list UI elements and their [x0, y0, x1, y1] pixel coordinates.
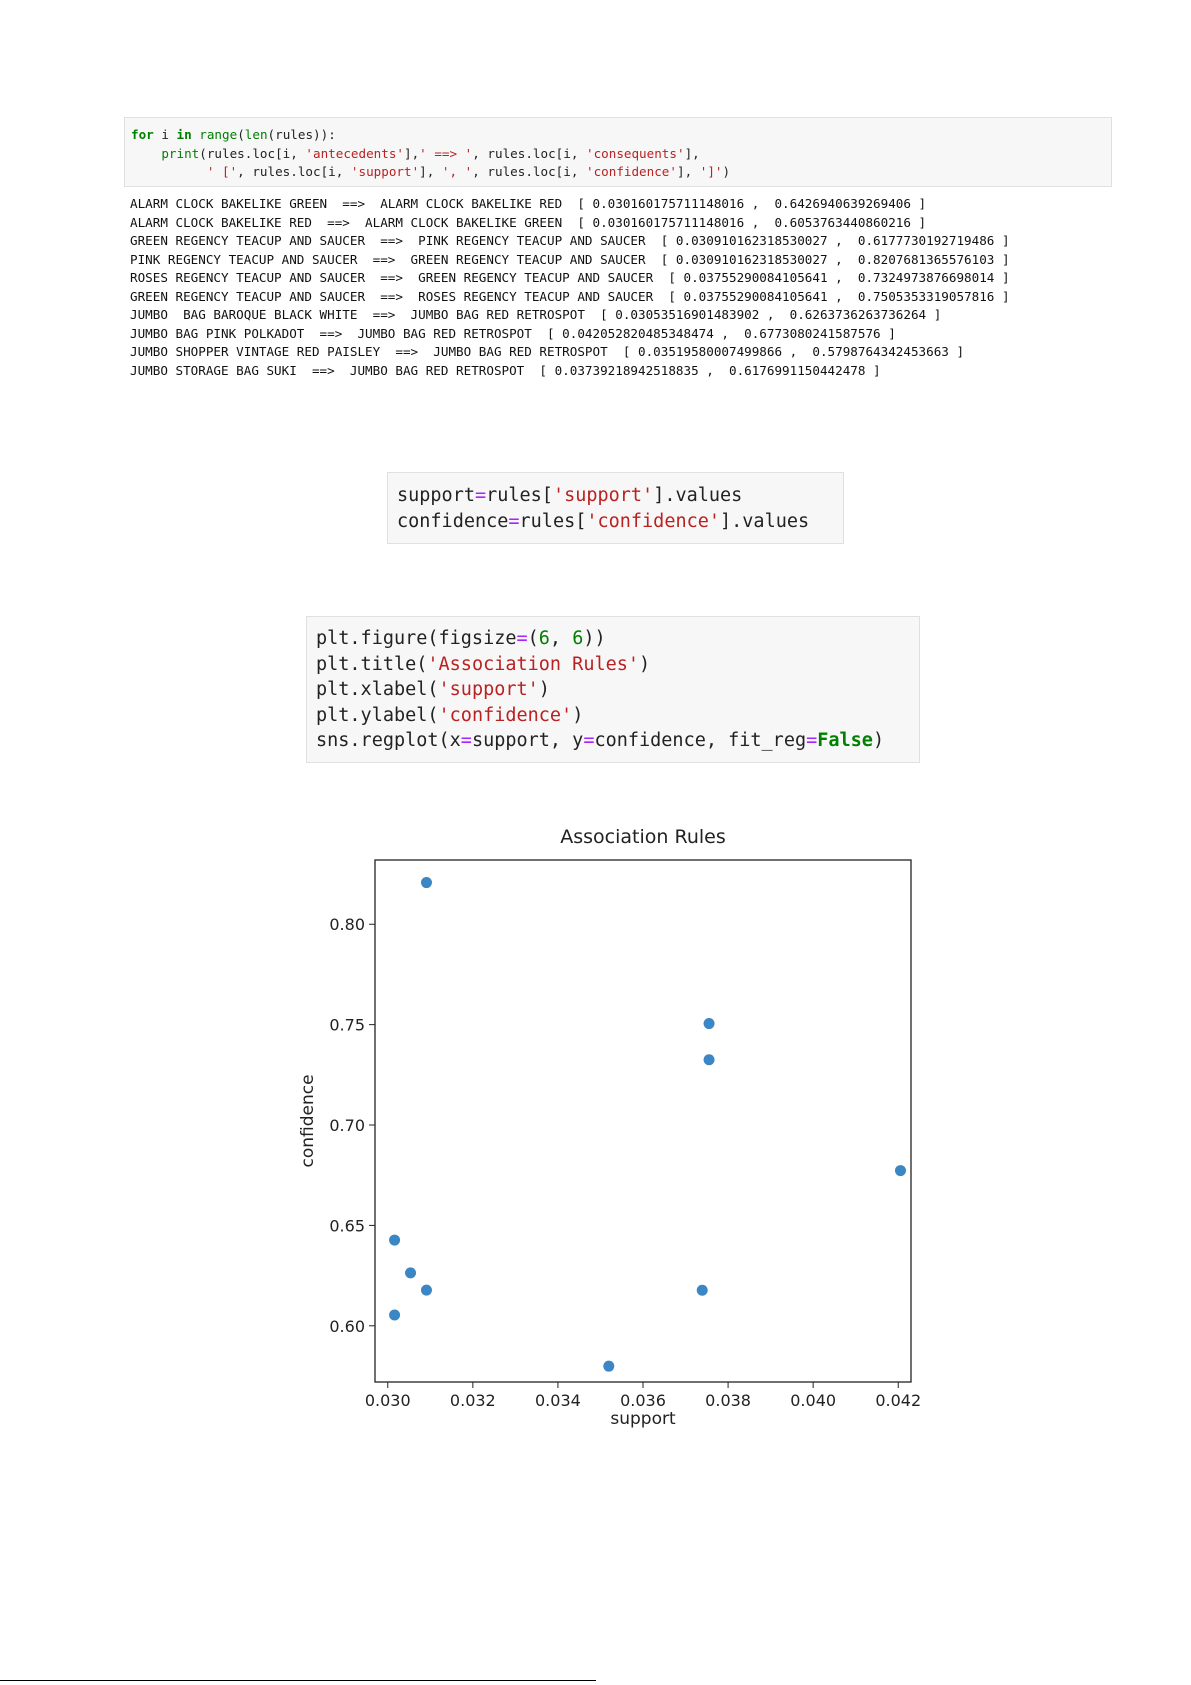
- code-token: 'support': [438, 679, 539, 700]
- code-token: (rules)):: [267, 127, 336, 142]
- code-token: 'support': [350, 164, 420, 179]
- code-token: print: [161, 145, 200, 161]
- y-axis: [329, 915, 375, 1336]
- code-token: in: [176, 127, 192, 142]
- output-line: JUMBO BAG PINK POLKADOT ==> JUMBO BAG RED RETROSPOT [ 0.042052820485348474 , 0.6773080241587576 ]: [130, 325, 896, 341]
- code-token: (rules.loc[i,: [199, 145, 306, 161]
- code-token: plt.ylabel(: [316, 704, 439, 726]
- code-token: , rules.loc[i,: [472, 145, 586, 161]
- code-token: 6: [538, 628, 550, 649]
- code-token: 'antecedents': [305, 145, 404, 161]
- code-token: , rules.loc[i,: [237, 164, 351, 179]
- output-line: JUMBO BAG BAROQUE BLACK WHITE ==> JUMBO BAG RED RETROSPOT [ 0.03053516901483902 , 0.6263736263736264 ]: [130, 307, 942, 322]
- code-token: )): [583, 628, 606, 649]
- plot-area-frame: [375, 860, 911, 1382]
- code-token: ): [722, 164, 731, 179]
- code-token: 'Association Rules': [427, 653, 640, 675]
- code-token: , rules.loc[i,: [472, 164, 586, 179]
- code-token: confidence: [397, 511, 509, 532]
- code-token: ): [572, 704, 584, 726]
- code-cell-loop-source: [131, 126, 730, 182]
- code-line-3: [316, 679, 550, 700]
- code-line-1: [397, 485, 742, 506]
- code-token: =: [516, 628, 528, 649]
- x-tick-label: 0.030: [364, 1391, 411, 1410]
- code-token: =: [806, 730, 818, 751]
- y-axis-label: confidence: [298, 1074, 318, 1168]
- chart-title: Association Rules: [560, 826, 726, 848]
- code-token: ' ==> ': [419, 145, 473, 161]
- output-line: ALARM CLOCK BAKELIKE RED ==> ALARM CLOCK BAKELIKE GREEN [ 0.030160175711148016 , 0.6053763440860216 ]: [130, 214, 927, 230]
- code-cell-assign-source: [397, 483, 809, 535]
- y-tick-label: 0.65: [329, 1216, 365, 1236]
- y-tick-label: 0.70: [329, 1116, 365, 1136]
- code-token: len: [244, 127, 268, 142]
- code-token: 'confidence': [586, 511, 721, 532]
- code-token: ],: [676, 164, 700, 179]
- code-token: ): [538, 679, 550, 700]
- data-point: [704, 1018, 715, 1029]
- code-token: support: [397, 485, 475, 506]
- code-token: (: [527, 628, 539, 649]
- data-point: [697, 1285, 708, 1296]
- code-token: [131, 146, 161, 161]
- output-line: GREEN REGENCY TEACUP AND SAUCER ==> ROSES REGENCY TEACUP AND SAUCER [ 0.03755290084105641 , 0.7505353319057816 ]: [130, 288, 1010, 304]
- code-line-2: [131, 146, 700, 161]
- code-cell-loop[interactable]: [124, 117, 1112, 187]
- code-token: ' [': [206, 164, 238, 179]
- code-token: ].values: [720, 511, 810, 532]
- output-line: JUMBO SHOPPER VINTAGE RED PAISLEY ==> JUMBO BAG RED RETROSPOT [ 0.03519580007499866 , 0.5798764342453663 ]: [130, 344, 965, 359]
- code-token: plt.title(: [316, 653, 428, 675]
- code-token: ],: [404, 145, 420, 161]
- code-token: range: [199, 127, 238, 142]
- code-token: ', ': [441, 164, 473, 179]
- data-point: [895, 1165, 906, 1176]
- code-line-2: [397, 511, 809, 532]
- x-tick-label: 0.038: [705, 1391, 751, 1410]
- code-token: for: [131, 127, 154, 142]
- print-output: [130, 195, 1010, 380]
- output-line: JUMBO STORAGE BAG SUKI ==> JUMBO BAG RED RETROSPOT [ 0.03739218942518835 , 0.6176991150442478 ]: [130, 362, 881, 378]
- code-cell-plot-source: [316, 626, 884, 754]
- data-point: [389, 1235, 400, 1246]
- output-line: PINK REGENCY TEACUP AND SAUCER ==> GREEN REGENCY TEACUP AND SAUCER [ 0.030910162318530027 , 0.8207681365576103 ]: [130, 251, 1010, 267]
- x-tick-label: 0.034: [535, 1391, 581, 1410]
- x-tick-label: 0.036: [620, 1391, 666, 1410]
- code-token: sns.regplot(x: [316, 730, 461, 751]
- scatter-chart: [290, 820, 930, 1450]
- x-tick-label: 0.042: [875, 1391, 922, 1410]
- code-cell-assign[interactable]: [387, 472, 844, 544]
- code-token: ']': [699, 164, 723, 179]
- code-token: i: [153, 127, 177, 142]
- scatter-points: [389, 877, 906, 1372]
- code-token: rules[: [519, 511, 587, 532]
- data-point: [603, 1361, 614, 1372]
- code-line-1: [316, 628, 606, 649]
- code-token: =: [508, 511, 520, 532]
- code-token: ],: [419, 164, 442, 179]
- footer-rule: [0, 1680, 596, 1681]
- code-line-4: [316, 705, 583, 726]
- x-axis: [365, 1382, 921, 1410]
- code-token: 'confidence': [438, 704, 573, 726]
- code-token: =: [460, 730, 472, 751]
- data-point: [704, 1054, 715, 1065]
- code-line-1: [131, 127, 336, 142]
- code-token: plt.xlabel(: [316, 679, 439, 700]
- y-tick-label: 0.75: [329, 1015, 365, 1035]
- code-token: =: [583, 730, 595, 751]
- code-token: plt.figure(figsize: [316, 628, 517, 649]
- code-token: support, y: [471, 730, 584, 751]
- code-cell-plot[interactable]: [306, 616, 920, 763]
- y-tick-label: 0.60: [329, 1316, 365, 1336]
- code-token: ): [639, 653, 651, 675]
- code-token: confidence, fit_reg: [594, 730, 807, 751]
- code-token: ,: [549, 628, 573, 649]
- x-tick-label: 0.040: [790, 1391, 837, 1410]
- x-tick-label: 0.032: [449, 1391, 496, 1410]
- code-token: False: [817, 730, 873, 751]
- code-token: 'consequents': [585, 145, 685, 161]
- x-axis-label: support: [610, 1409, 676, 1429]
- data-point: [421, 1285, 432, 1296]
- code-line-5: [316, 730, 884, 751]
- code-token: rules[: [486, 485, 553, 506]
- code-token: ],: [684, 145, 700, 161]
- output-line: ALARM CLOCK BAKELIKE GREEN ==> ALARM CLOCK BAKELIKE RED [ 0.030160175711148016 , 0.6426940639269406 ]: [130, 196, 927, 211]
- code-token: [131, 164, 207, 179]
- code-token: ): [872, 730, 885, 751]
- code-token: (: [237, 127, 245, 142]
- code-token: 'support': [552, 485, 654, 506]
- data-point: [421, 877, 432, 888]
- code-token: 6: [572, 628, 584, 649]
- output-line: ROSES REGENCY TEACUP AND SAUCER ==> GREEN REGENCY TEACUP AND SAUCER [ 0.03755290084105641 , 0.7324973876698014 ]: [130, 270, 1010, 285]
- code-token: 'confidence': [585, 164, 677, 179]
- output-line: GREEN REGENCY TEACUP AND SAUCER ==> PINK REGENCY TEACUP AND SAUCER [ 0.030910162318530027 , 0.6177730192719486 ]: [130, 233, 1010, 248]
- code-token: =: [474, 485, 487, 506]
- code-line-3: [131, 164, 730, 179]
- data-point: [405, 1267, 416, 1278]
- code-token: ].values: [653, 485, 743, 506]
- data-point: [389, 1309, 400, 1320]
- y-tick-label: 0.80: [329, 915, 365, 935]
- code-line-2: [316, 654, 650, 675]
